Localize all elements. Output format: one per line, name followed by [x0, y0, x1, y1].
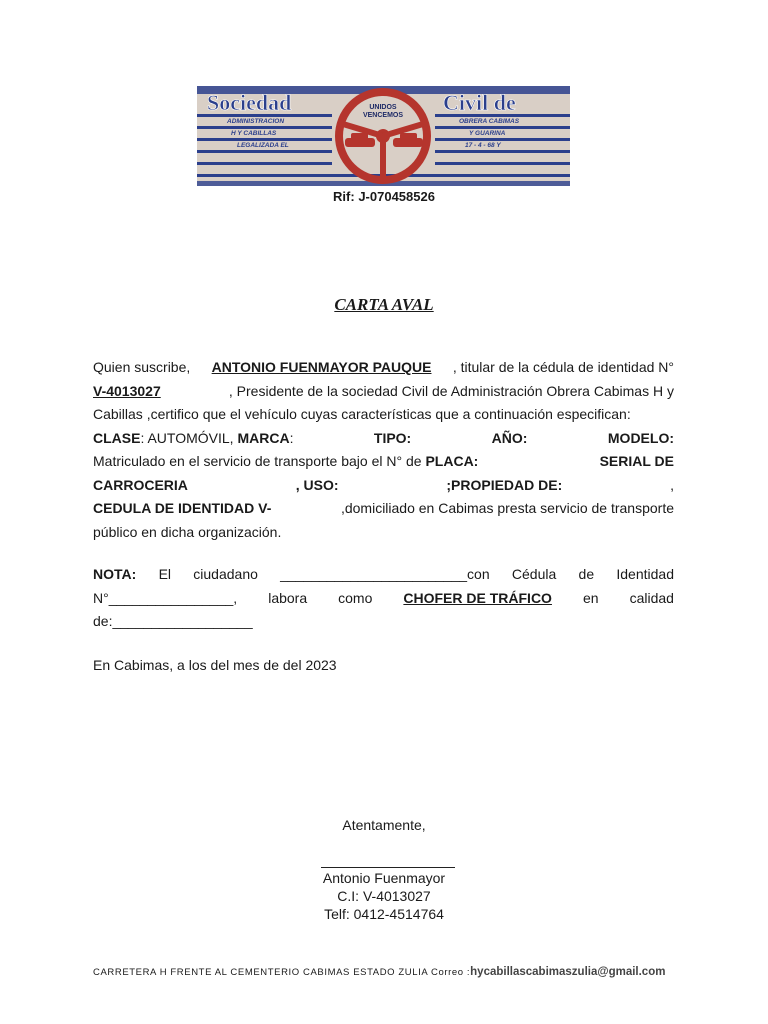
- field-marca: MARCA: [237, 429, 290, 446]
- document-title: [0, 295, 768, 315]
- nota-line-3: [93, 610, 674, 634]
- paragraph-line-1: Quien suscribe, ANTONIO FUENMAYOR PAUQUE , titular de la cédula de identidad N°: [93, 356, 674, 380]
- signer-phone: Telf: 0412-4514764: [324, 906, 444, 922]
- logo-text-right-1: OBRERA CABIMAS: [459, 118, 520, 125]
- footer-address: CARRETERA H FRENTE AL CEMENTERIO CABIMAS ESTADO ZULIA Correo :: [93, 967, 471, 978]
- nota-line-1: NOTA: El ciudadano ________________________con Cédula de Identidad: [93, 563, 674, 587]
- date-line: En Cabimas, a los del mes de del 2023: [93, 657, 337, 673]
- logo-text-left-1: ADMINISTRACION: [227, 118, 285, 125]
- logo-text-right-2: Y GUARINA: [469, 130, 506, 137]
- certification-paragraph: [93, 356, 674, 544]
- paragraph-line-3: Cabillas ,certifico que el vehículo cuyas características que a continuación especifican:: [93, 406, 631, 422]
- paragraph-line-6: CARROCERIA , USO: ;PROPIEDAD DE: ,: [93, 474, 674, 498]
- logo-motto-top: UNIDOS: [369, 104, 397, 111]
- signature-line: [321, 867, 455, 868]
- logo-motto-bottom: VENCEMOS: [362, 112, 404, 119]
- nota-paragraph: [93, 563, 674, 634]
- signer-name: Antonio Fuenmayor: [322, 870, 446, 886]
- logo-text-left-2: H Y CABILLAS: [231, 130, 277, 137]
- field-serial: SERIAL DE: [599, 453, 674, 469]
- field-placa: PLACA:: [425, 453, 479, 469]
- paragraph-line-5: Matriculado en el servicio de transporte bajo el N° de PLACA: SERIAL DE: [93, 450, 674, 474]
- rif-number: Rif: J-070458526: [333, 189, 435, 204]
- logo-graphic: [197, 86, 570, 186]
- field-clase: CLASE: [93, 429, 141, 446]
- nota-label: NOTA:: [93, 566, 137, 582]
- paragraph-line-7: CEDULA DE IDENTIDAD V- ,domiciliado en Cabimas presta servicio de transporte: [93, 497, 674, 521]
- nota-role-blank: de:__________________: [93, 613, 253, 629]
- organization-logo: [197, 86, 570, 186]
- field-modelo: MODELO:: [607, 429, 674, 446]
- field-propiedad: ;PROPIEDAD DE:: [446, 476, 563, 493]
- nota-id-blank: N°________________,: [93, 589, 238, 606]
- signatory-id: V-4013027: [93, 382, 161, 399]
- paragraph-line-2: V-4013027 , Presidente de la sociedad Civil de Administración Obrera Cabimas H y: [93, 380, 674, 404]
- signer-id: C.I: V-4013027: [337, 888, 431, 904]
- field-cedula: CEDULA DE IDENTIDAD V-: [93, 500, 272, 516]
- closing-salutation: Atentamente,: [342, 817, 426, 833]
- nota-line-2: N°________________, labora como CHOFER DE TRÁFICO en calidad: [93, 587, 674, 611]
- document-title-text: CARTA AVAL: [334, 295, 434, 314]
- signatory-name: ANTONIO FUENMAYOR PAUQUE: [211, 359, 432, 375]
- field-carroceria: CARROCERIA: [93, 476, 188, 493]
- logo-text-left-3: LEGALIZADA EL: [237, 142, 289, 149]
- field-ano: AÑO:: [491, 429, 528, 446]
- logo-word-right: Civil de: [443, 90, 516, 115]
- footer: [93, 966, 665, 978]
- logo-word-left: Sociedad: [207, 90, 292, 115]
- footer-email: hycabillascabimaszulia@gmail.com: [470, 966, 666, 978]
- chofer-role: CHOFER DE TRÁFICO: [403, 589, 552, 606]
- logo-text-right-3: 17 - 4 - 68 Y: [465, 142, 501, 149]
- paragraph-line-8: público en dicha organización.: [93, 523, 282, 540]
- field-uso: , USO:: [295, 476, 339, 493]
- vehicle-fields-line: CLASE: AUTOMÓVIL, MARCA: TIPO: AÑO: MODELO:: [93, 427, 674, 451]
- nota-name-blank: ________________________con: [280, 566, 490, 582]
- field-tipo: TIPO:: [373, 429, 412, 446]
